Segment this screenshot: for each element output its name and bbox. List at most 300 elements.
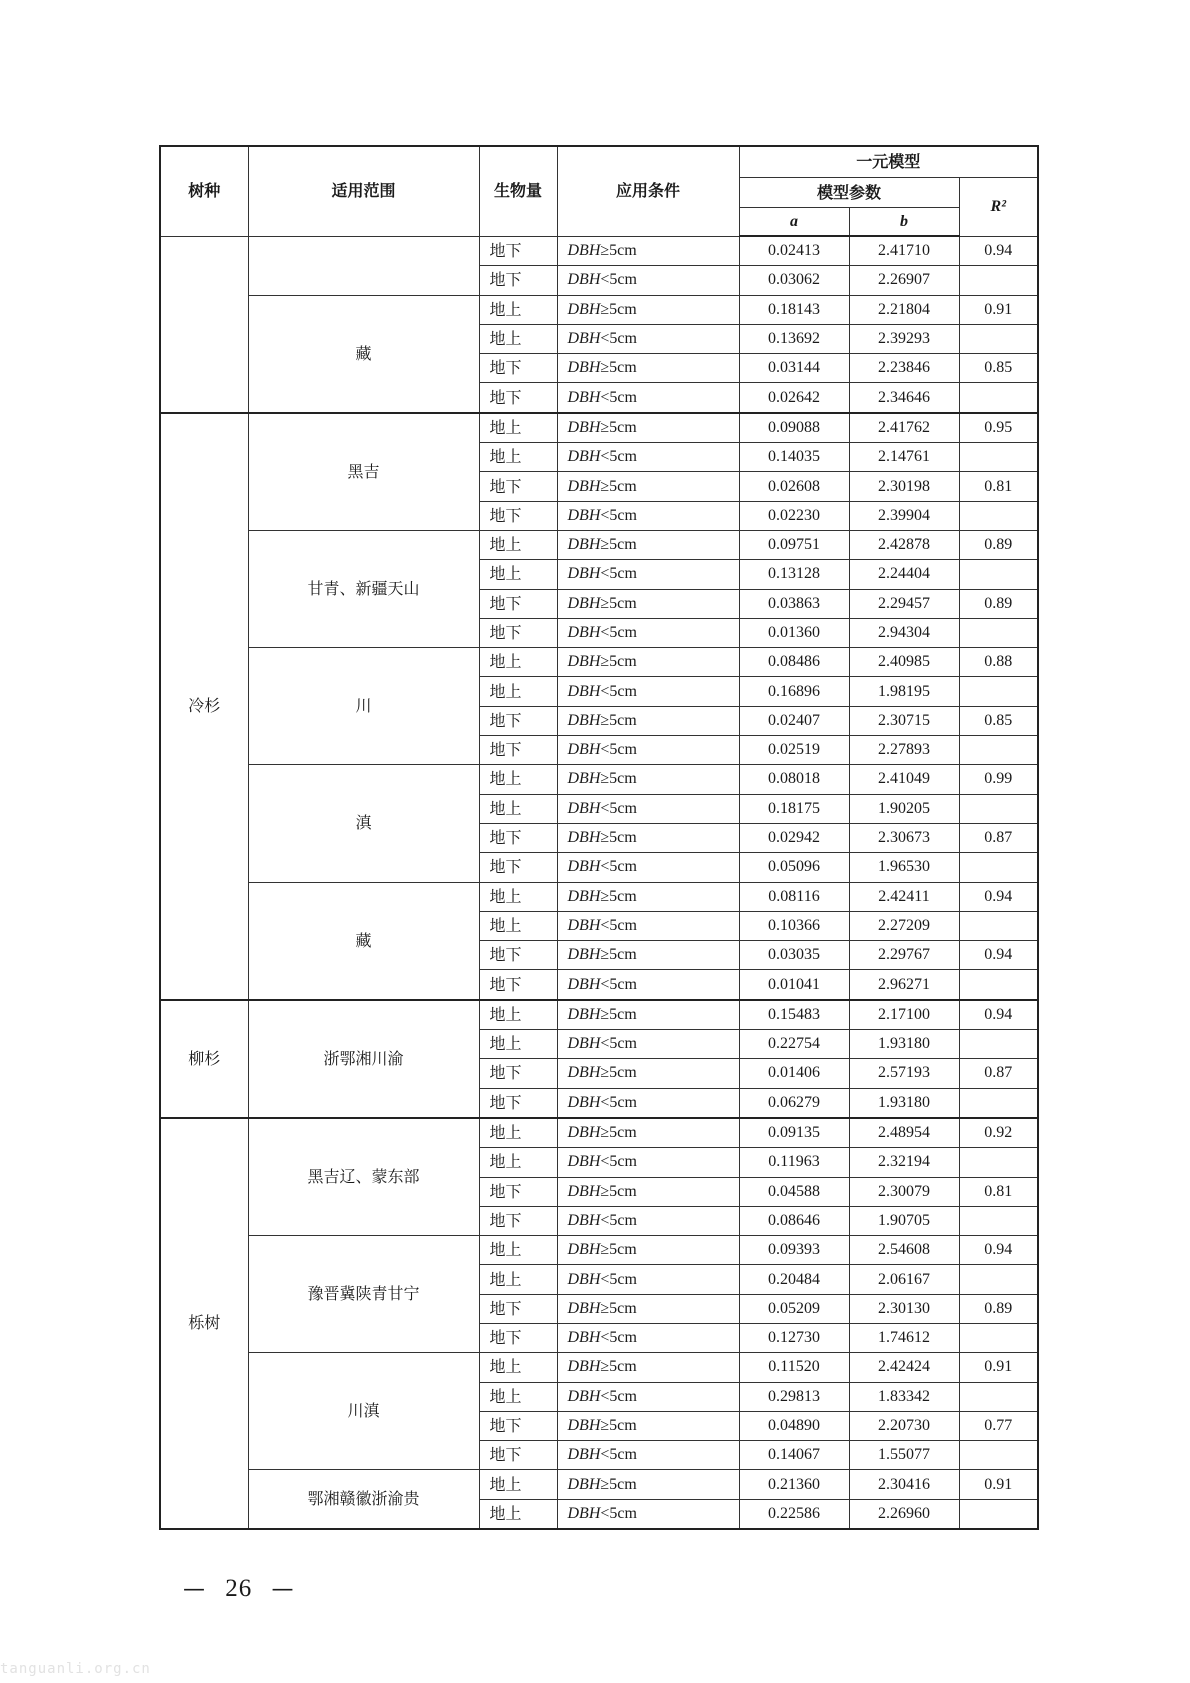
- param-b-cell: 2.06167: [849, 1265, 959, 1294]
- dbh-label: DBH: [567, 1153, 601, 1171]
- dbh-label: DBH: [567, 1035, 601, 1053]
- footer-dash-left: —: [183, 1577, 206, 1602]
- param-b-cell: 2.54608: [849, 1236, 959, 1265]
- dbh-label: DBH: [567, 1504, 601, 1522]
- param-b-cell: 2.20730: [849, 1411, 959, 1440]
- condition-cell: [557, 1499, 739, 1529]
- biomass-cell: 地下: [479, 853, 557, 882]
- condition-value: <5cm: [600, 624, 637, 641]
- header-params: 模型参数: [739, 178, 959, 208]
- dbh-label: DBH: [567, 741, 601, 759]
- param-b-cell: 2.26960: [849, 1499, 959, 1529]
- biomass-cell: 地下: [479, 1206, 557, 1235]
- dbh-label: DBH: [567, 975, 601, 993]
- dbh-label: DBH: [567, 1387, 601, 1405]
- param-b-cell: 2.42411: [849, 882, 959, 911]
- page-footer: [183, 1575, 295, 1603]
- r2-cell: 0.85: [959, 354, 1038, 383]
- biomass-cell: 地下: [479, 589, 557, 618]
- condition-cell: [557, 443, 739, 472]
- biomass-cell: 地上: [479, 1265, 557, 1294]
- condition-cell: [557, 501, 739, 530]
- param-b-cell: 1.90705: [849, 1206, 959, 1235]
- dbh-label: DBH: [567, 271, 601, 289]
- condition-cell: [557, 530, 739, 559]
- condition-cell: [557, 589, 739, 618]
- biomass-model-table: [159, 145, 1039, 1530]
- species-cell: 柳杉: [160, 1000, 248, 1118]
- condition-cell: [557, 383, 739, 413]
- param-b-cell: 2.30198: [849, 472, 959, 501]
- param-b-cell: 2.30079: [849, 1177, 959, 1206]
- param-b-cell: 2.30130: [849, 1294, 959, 1323]
- r2-cell: [959, 911, 1038, 940]
- biomass-cell: 地上: [479, 295, 557, 324]
- condition-value: <5cm: [600, 506, 637, 524]
- param-b-cell: 2.39293: [849, 324, 959, 353]
- dbh-label: DBH: [567, 770, 601, 788]
- r2-cell: 0.94: [959, 236, 1038, 266]
- biomass-cell: 地下: [479, 1088, 557, 1118]
- r2-cell: 0.94: [959, 1000, 1038, 1030]
- header-a: a: [739, 208, 849, 237]
- condition-value: <5cm: [600, 975, 637, 993]
- biomass-cell: 地上: [479, 560, 557, 589]
- dbh-label: DBH: [567, 858, 601, 876]
- param-a-cell: 0.08018: [739, 765, 849, 794]
- param-b-cell: 2.29457: [849, 589, 959, 618]
- page-number: 26: [225, 1575, 253, 1602]
- r2-cell: 0.95: [959, 413, 1038, 443]
- header-range: 适用范围: [248, 146, 479, 236]
- condition-value: <5cm: [600, 682, 637, 700]
- param-b-cell: 2.30416: [849, 1470, 959, 1499]
- biomass-cell: 地下: [479, 383, 557, 413]
- biomass-cell: 地下: [479, 1177, 557, 1206]
- condition-cell: [557, 1441, 739, 1470]
- condition-value: ≥5cm: [600, 1182, 637, 1200]
- param-b-cell: 1.98195: [849, 677, 959, 706]
- dbh-label: DBH: [567, 653, 601, 671]
- condition-cell: [557, 706, 739, 735]
- condition-cell: [557, 1000, 739, 1030]
- param-a-cell: 0.02642: [739, 383, 849, 413]
- dbh-label: DBH: [567, 1064, 601, 1082]
- species-cell: [160, 236, 248, 413]
- condition-value: <5cm: [600, 1153, 637, 1171]
- param-a-cell: 0.03863: [739, 589, 849, 618]
- param-a-cell: 0.03144: [739, 354, 849, 383]
- range-cell: 豫晋冀陕青甘宁: [248, 1236, 479, 1353]
- dbh-label: DBH: [567, 300, 601, 318]
- condition-cell: [557, 236, 739, 266]
- param-a-cell: 0.08116: [739, 882, 849, 911]
- condition-value: ≥5cm: [600, 829, 637, 847]
- condition-cell: [557, 472, 739, 501]
- condition-value: ≥5cm: [600, 1358, 637, 1376]
- param-a-cell: 0.21360: [739, 1470, 849, 1499]
- param-b-cell: 1.93180: [849, 1088, 959, 1118]
- r2-cell: 0.91: [959, 1353, 1038, 1382]
- condition-value: <5cm: [600, 1446, 637, 1464]
- condition-value: ≥5cm: [600, 653, 637, 671]
- param-a-cell: 0.09393: [739, 1236, 849, 1265]
- condition-value: ≥5cm: [600, 1124, 637, 1142]
- condition-value: <5cm: [600, 448, 637, 466]
- param-b-cell: 1.90205: [849, 794, 959, 823]
- dbh-label: DBH: [567, 1299, 601, 1317]
- biomass-cell: 地上: [479, 1148, 557, 1177]
- condition-cell: [557, 911, 739, 940]
- dbh-label: DBH: [567, 1329, 601, 1347]
- param-a-cell: 0.09751: [739, 530, 849, 559]
- biomass-cell: 地上: [479, 765, 557, 794]
- biomass-cell: 地上: [479, 530, 557, 559]
- r2-cell: 0.92: [959, 1118, 1038, 1148]
- range-cell: 滇: [248, 765, 479, 882]
- dbh-label: DBH: [567, 1270, 601, 1288]
- r2-cell: 0.81: [959, 1177, 1038, 1206]
- condition-value: ≥5cm: [600, 1005, 637, 1023]
- r2-cell: [959, 736, 1038, 765]
- dbh-label: DBH: [567, 241, 601, 259]
- r2-cell: [959, 1265, 1038, 1294]
- biomass-cell: 地上: [479, 1382, 557, 1411]
- condition-value: <5cm: [600, 388, 637, 406]
- condition-cell: [557, 1470, 739, 1499]
- param-a-cell: 0.14035: [739, 443, 849, 472]
- condition-cell: [557, 970, 739, 1000]
- dbh-label: DBH: [567, 1211, 601, 1229]
- param-a-cell: 0.02407: [739, 706, 849, 735]
- range-cell: 鄂湘赣徽浙渝贵: [248, 1470, 479, 1529]
- param-b-cell: 2.94304: [849, 618, 959, 647]
- dbh-label: DBH: [567, 565, 601, 583]
- param-b-cell: 1.74612: [849, 1323, 959, 1352]
- condition-value: <5cm: [600, 1504, 637, 1522]
- dbh-label: DBH: [567, 506, 601, 524]
- param-b-cell: 2.40985: [849, 648, 959, 677]
- param-a-cell: 0.16896: [739, 677, 849, 706]
- condition-cell: [557, 1323, 739, 1352]
- biomass-cell: 地上: [479, 677, 557, 706]
- r2-cell: [959, 970, 1038, 1000]
- r2-cell: [959, 1499, 1038, 1529]
- param-a-cell: 0.08486: [739, 648, 849, 677]
- header-species: 树种: [160, 146, 248, 236]
- condition-cell: [557, 1177, 739, 1206]
- biomass-cell: 地下: [479, 1323, 557, 1352]
- biomass-cell: 地上: [479, 794, 557, 823]
- condition-value: <5cm: [600, 1093, 637, 1111]
- biomass-cell: 地下: [479, 1441, 557, 1470]
- condition-cell: [557, 1059, 739, 1088]
- condition-value: ≥5cm: [600, 359, 637, 377]
- r2-cell: [959, 1148, 1038, 1177]
- dbh-label: DBH: [567, 1093, 601, 1111]
- range-cell: 黑吉: [248, 413, 479, 531]
- biomass-cell: 地上: [479, 648, 557, 677]
- biomass-cell: 地下: [479, 823, 557, 852]
- param-b-cell: 2.23846: [849, 354, 959, 383]
- range-cell: 浙鄂湘川渝: [248, 1000, 479, 1118]
- param-b-cell: 2.42878: [849, 530, 959, 559]
- param-b-cell: 2.39904: [849, 501, 959, 530]
- param-b-cell: 2.48954: [849, 1118, 959, 1148]
- biomass-cell: 地下: [479, 941, 557, 970]
- condition-value: ≥5cm: [600, 887, 637, 905]
- condition-value: <5cm: [600, 1329, 637, 1347]
- condition-cell: [557, 266, 739, 295]
- r2-cell: [959, 1382, 1038, 1411]
- param-a-cell: 0.02413: [739, 236, 849, 266]
- dbh-label: DBH: [567, 1005, 601, 1023]
- footer-dash-right: —: [271, 1577, 295, 1602]
- condition-cell: [557, 941, 739, 970]
- param-b-cell: 2.14761: [849, 443, 959, 472]
- condition-value: <5cm: [600, 858, 637, 876]
- condition-cell: [557, 560, 739, 589]
- condition-cell: [557, 413, 739, 443]
- param-b-cell: 2.17100: [849, 1000, 959, 1030]
- r2-cell: 0.87: [959, 823, 1038, 852]
- dbh-label: DBH: [567, 536, 601, 554]
- param-a-cell: 0.18175: [739, 794, 849, 823]
- r2-cell: 0.85: [959, 706, 1038, 735]
- biomass-cell: 地下: [479, 501, 557, 530]
- biomass-cell: 地下: [479, 736, 557, 765]
- param-a-cell: 0.29813: [739, 1382, 849, 1411]
- dbh-label: DBH: [567, 799, 601, 817]
- r2-cell: 0.89: [959, 1294, 1038, 1323]
- table-row: [160, 295, 1038, 324]
- condition-cell: [557, 1353, 739, 1382]
- condition-value: ≥5cm: [600, 594, 637, 612]
- param-a-cell: 0.01041: [739, 970, 849, 1000]
- condition-value: <5cm: [600, 1211, 637, 1229]
- condition-value: ≥5cm: [600, 241, 637, 259]
- condition-cell: [557, 1148, 739, 1177]
- condition-value: <5cm: [600, 741, 637, 759]
- condition-cell: [557, 324, 739, 353]
- r2-cell: [959, 383, 1038, 413]
- r2-cell: 0.87: [959, 1059, 1038, 1088]
- dbh-label: DBH: [567, 388, 601, 406]
- param-b-cell: 2.34646: [849, 383, 959, 413]
- biomass-cell: 地下: [479, 236, 557, 266]
- dbh-label: DBH: [567, 1417, 601, 1435]
- biomass-cell: 地上: [479, 1030, 557, 1059]
- r2-cell: [959, 618, 1038, 647]
- dbh-label: DBH: [567, 418, 601, 436]
- biomass-cell: 地上: [479, 1499, 557, 1529]
- table-body: [160, 236, 1038, 1529]
- condition-value: ≥5cm: [600, 300, 637, 318]
- dbh-label: DBH: [567, 887, 601, 905]
- param-a-cell: 0.14067: [739, 1441, 849, 1470]
- dbh-label: DBH: [567, 682, 601, 700]
- condition-value: <5cm: [600, 1387, 637, 1405]
- condition-cell: [557, 295, 739, 324]
- condition-value: <5cm: [600, 271, 637, 289]
- species-cell: 栎树: [160, 1118, 248, 1529]
- dbh-label: DBH: [567, 594, 601, 612]
- param-b-cell: 2.96271: [849, 970, 959, 1000]
- condition-value: ≥5cm: [600, 1064, 637, 1082]
- condition-cell: [557, 1265, 739, 1294]
- param-a-cell: 0.11520: [739, 1353, 849, 1382]
- param-b-cell: 1.96530: [849, 853, 959, 882]
- biomass-cell: 地上: [479, 1353, 557, 1382]
- r2-cell: [959, 1206, 1038, 1235]
- r2-cell: 0.99: [959, 765, 1038, 794]
- range-cell: 川: [248, 648, 479, 765]
- header-model: 一元模型: [739, 146, 1038, 178]
- dbh-label: DBH: [567, 330, 601, 348]
- r2-cell: [959, 560, 1038, 589]
- param-a-cell: 0.05209: [739, 1294, 849, 1323]
- dbh-label: DBH: [567, 359, 601, 377]
- param-a-cell: 0.09088: [739, 413, 849, 443]
- biomass-cell: 地下: [479, 354, 557, 383]
- header-condition: 应用条件: [557, 146, 739, 236]
- param-b-cell: 2.24404: [849, 560, 959, 589]
- r2-cell: 0.94: [959, 941, 1038, 970]
- condition-cell: [557, 853, 739, 882]
- biomass-cell: 地下: [479, 970, 557, 1000]
- biomass-cell: 地上: [479, 882, 557, 911]
- condition-value: ≥5cm: [600, 477, 637, 495]
- dbh-label: DBH: [567, 477, 601, 495]
- dbh-label: DBH: [567, 1446, 601, 1464]
- condition-cell: [557, 1206, 739, 1235]
- table-row: [160, 1470, 1038, 1499]
- dbh-label: DBH: [567, 624, 601, 641]
- r2-cell: 0.91: [959, 295, 1038, 324]
- param-a-cell: 0.10366: [739, 911, 849, 940]
- param-a-cell: 0.13128: [739, 560, 849, 589]
- r2-cell: 0.88: [959, 648, 1038, 677]
- r2-cell: [959, 324, 1038, 353]
- condition-cell: [557, 354, 739, 383]
- param-b-cell: 2.27893: [849, 736, 959, 765]
- condition-value: <5cm: [600, 916, 637, 934]
- condition-cell: [557, 765, 739, 794]
- table-row: [160, 236, 1038, 266]
- param-a-cell: 0.03035: [739, 941, 849, 970]
- condition-cell: [557, 882, 739, 911]
- dbh-label: DBH: [567, 1358, 601, 1376]
- condition-value: ≥5cm: [600, 770, 637, 788]
- dbh-label: DBH: [567, 448, 601, 466]
- biomass-cell: 地下: [479, 1411, 557, 1440]
- dbh-label: DBH: [567, 829, 601, 847]
- table-row: [160, 648, 1038, 677]
- table-row: [160, 1353, 1038, 1382]
- r2-cell: [959, 794, 1038, 823]
- header-biomass: 生物量: [479, 146, 557, 236]
- condition-value: ≥5cm: [600, 711, 637, 729]
- param-b-cell: 2.41049: [849, 765, 959, 794]
- table-row: [160, 882, 1038, 911]
- r2-cell: 0.77: [959, 1411, 1038, 1440]
- header-b: b: [849, 208, 959, 237]
- table-row: [160, 1118, 1038, 1148]
- table-header: [160, 146, 1038, 236]
- dbh-label: DBH: [567, 711, 601, 729]
- biomass-cell: 地上: [479, 1236, 557, 1265]
- param-a-cell: 0.12730: [739, 1323, 849, 1352]
- r2-cell: 0.81: [959, 472, 1038, 501]
- condition-value: <5cm: [600, 1270, 637, 1288]
- biomass-cell: 地下: [479, 1294, 557, 1323]
- dbh-label: DBH: [567, 1475, 601, 1493]
- param-b-cell: 2.41710: [849, 236, 959, 266]
- r2-cell: [959, 1088, 1038, 1118]
- param-a-cell: 0.09135: [739, 1118, 849, 1148]
- param-a-cell: 0.11963: [739, 1148, 849, 1177]
- condition-cell: [557, 1030, 739, 1059]
- param-a-cell: 0.04588: [739, 1177, 849, 1206]
- param-a-cell: 0.01360: [739, 618, 849, 647]
- biomass-cell: 地下: [479, 706, 557, 735]
- table-row: [160, 530, 1038, 559]
- r2-cell: [959, 501, 1038, 530]
- param-a-cell: 0.08646: [739, 1206, 849, 1235]
- table-row: [160, 1000, 1038, 1030]
- param-a-cell: 0.04890: [739, 1411, 849, 1440]
- r2-cell: [959, 1030, 1038, 1059]
- r2-cell: 0.94: [959, 1236, 1038, 1265]
- r2-cell: [959, 443, 1038, 472]
- r2-cell: [959, 853, 1038, 882]
- param-a-cell: 0.05096: [739, 853, 849, 882]
- range-cell: 甘青、新疆天山: [248, 530, 479, 647]
- condition-value: <5cm: [600, 330, 637, 348]
- biomass-cell: 地上: [479, 324, 557, 353]
- dbh-label: DBH: [567, 916, 601, 934]
- r2-cell: [959, 1323, 1038, 1352]
- table-row: [160, 1236, 1038, 1265]
- range-cell: 藏: [248, 295, 479, 413]
- param-b-cell: 2.29767: [849, 941, 959, 970]
- biomass-cell: 地下: [479, 266, 557, 295]
- param-a-cell: 0.18143: [739, 295, 849, 324]
- param-b-cell: 2.42424: [849, 1353, 959, 1382]
- param-b-cell: 1.93180: [849, 1030, 959, 1059]
- condition-cell: [557, 823, 739, 852]
- condition-cell: [557, 677, 739, 706]
- param-a-cell: 0.22586: [739, 1499, 849, 1529]
- condition-value: ≥5cm: [600, 946, 637, 964]
- param-b-cell: 2.21804: [849, 295, 959, 324]
- biomass-cell: 地上: [479, 1000, 557, 1030]
- biomass-cell: 地下: [479, 1059, 557, 1088]
- param-a-cell: 0.01406: [739, 1059, 849, 1088]
- r2-cell: [959, 677, 1038, 706]
- condition-cell: [557, 1294, 739, 1323]
- param-a-cell: 0.20484: [739, 1265, 849, 1294]
- biomass-cell: 地上: [479, 1118, 557, 1148]
- condition-cell: [557, 648, 739, 677]
- param-b-cell: 2.57193: [849, 1059, 959, 1088]
- param-b-cell: 2.26907: [849, 266, 959, 295]
- param-b-cell: 2.27209: [849, 911, 959, 940]
- condition-cell: [557, 736, 739, 765]
- param-a-cell: 0.03062: [739, 266, 849, 295]
- param-a-cell: 0.02519: [739, 736, 849, 765]
- param-b-cell: 1.55077: [849, 1441, 959, 1470]
